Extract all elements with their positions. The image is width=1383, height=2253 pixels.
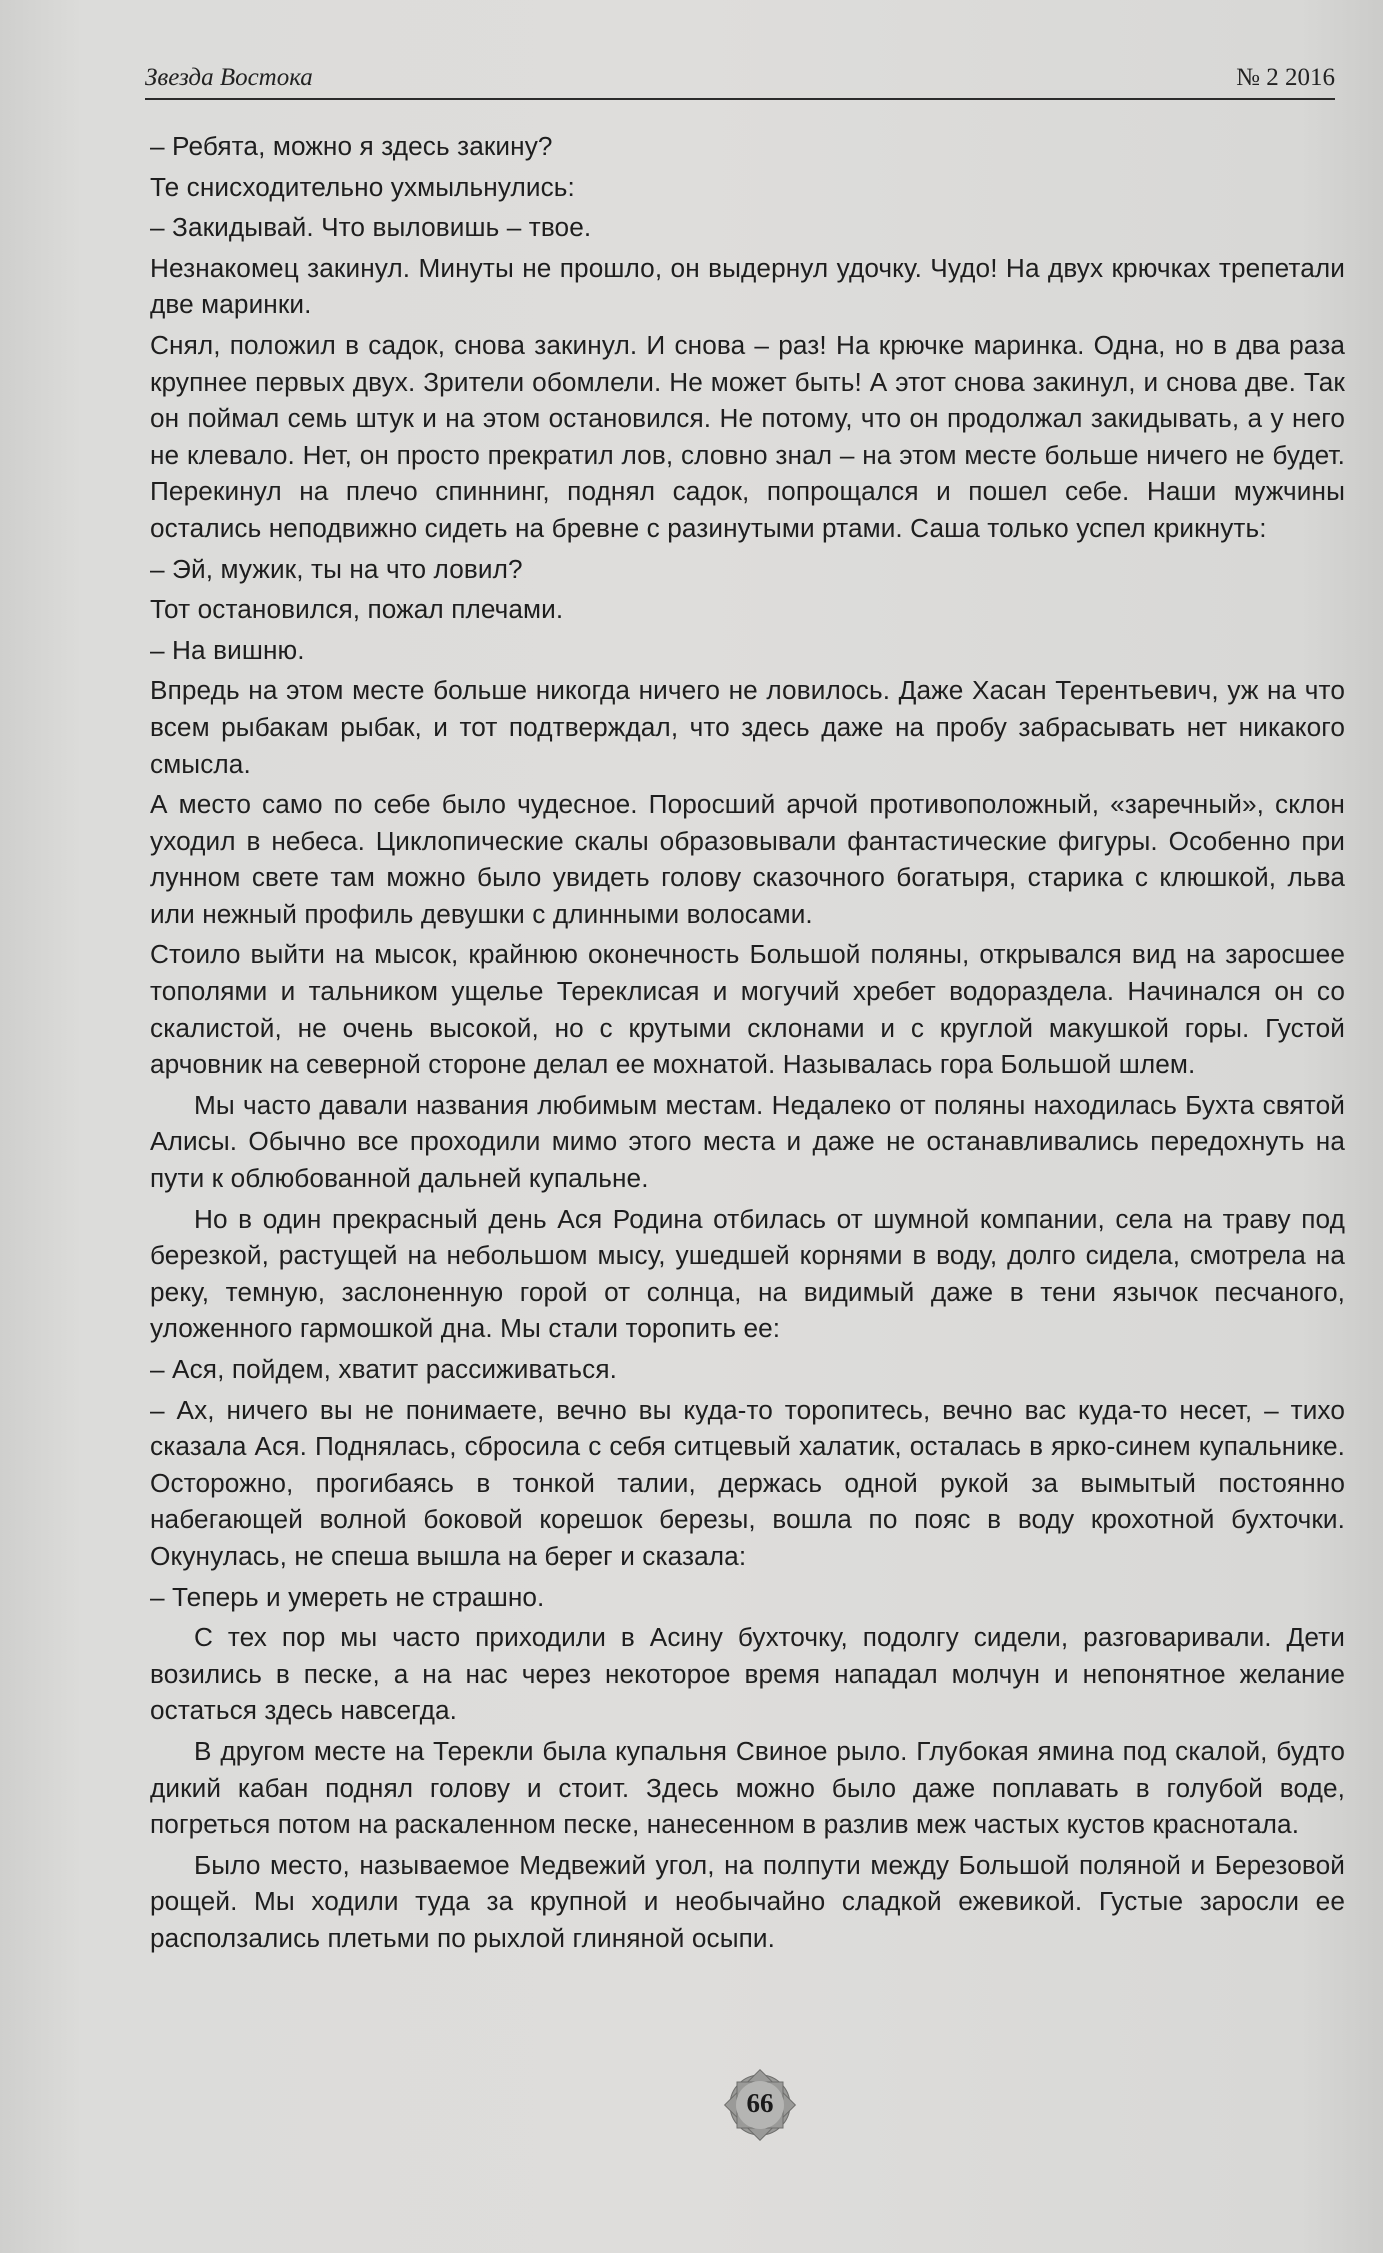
- issue-number: № 2 2016: [1236, 64, 1335, 91]
- paragraph: Но в один прекрасный день Ася Родина отбилась от шумной компании, села на траву под березкой, растущей на небольшом мысу, ушедшей корнями в воду, долго сидела, смотрела на реку, темную, заслоненную горой от солнца, на видимый даже в тени язычок песчаного, уложенного гармошкой дна. Мы стали торопить ее:: [150, 1203, 1345, 1344]
- body-text: [150, 128, 1345, 1961]
- paragraph: С тех пор мы часто приходили в Асину бухточку, подолгу сидели, разговаривали. Дети возились в песке, а на нас через некоторое время нападал молчун и непонятное желание остаться здесь навсегда.: [150, 1622, 1345, 1726]
- paragraph: А место само по себе было чудесное. Поросший арчой противоположный, «заречный», склон уходил в небеса. Циклопические скалы образовывали фантастические фигуры. Особенно при лунном свете там можно было увидеть голову сказочного богатыря, старика с клюшкой, льва или нежный профиль девушки с длинными волосами.: [150, 789, 1345, 929]
- paragraph: – Ребята, можно я здесь закину?: [150, 131, 553, 161]
- page-number-badge: [715, 2060, 805, 2150]
- paragraph: Стоило выйти на мысок, крайнюю оконечность Большой поляны, открывался вид на заросшее тополями и тальником ущелье Тереклисая и могучий хребет водораздела. Начинался он со скалистой, не очень высокой, но с крутыми склонами и с круглой макушкой горы. Густой арчовник на северной стороне делал ее мохнатой. Называлась гора Большой шлем.: [150, 939, 1345, 1080]
- paragraph: Тот остановился, пожал плечами.: [150, 594, 564, 625]
- paragraph: Было место, называемое Медвежий угол, на полпути между Большой поляной и Березовой рощей. Мы ходили туда за крупной и необычайно сладкой ежевикой. Густые заросли ее расползались плетьми по рыхлой глиняной осыпи.: [150, 1849, 1345, 1953]
- paragraph: – Эй, мужик, ты на что ловил?: [150, 553, 523, 584]
- paragraph: – Теперь и умереть не страшно.: [150, 1581, 545, 1612]
- paragraph: – Ах, ничего вы не понимаете, вечно вы куда-то торопитесь, вечно вас куда-то несет, – тихо сказала Ася. Поднялась, сбросила с себя ситцевый халатик, осталась в ярко-синем купальнике. Осторожно, прогибаясь в тонкой талии, держась одной рукой за вымытый постоянно набегающей волной боковой корешок березы, вошла по пояс в воду крохотной бухточки. Окунулась, не спеша вышла на берег и сказала:: [150, 1394, 1345, 1571]
- paragraph: – На вишню.: [150, 634, 305, 665]
- paragraph: Мы часто давали названия любимым местам. Недалеко от поляны находилась Бухта святой Алисы. Обычно все проходили мимо этого места и даже не останавливались передохнуть на пути к облюбованной дальней купальне.: [150, 1089, 1345, 1194]
- paragraph: – Закидывай. Что выловишь – твое.: [150, 212, 592, 243]
- paragraph: Снял, положил в садок, снова закинул. И снова – раз! На крючке маринка. Одна, но в два раза крупнее первых двух. Зрители обомлели. Не может быть! А этот снова закинул, и снова две. Так он поймал семь штук и на этом остановился. Не потому, что он продолжал закидывать, а у него не клевало. Нет, он просто прекратил лов, словно знал – на этом месте больше ничего не будет. Перекинул на плечо спиннинг, поднял садок, попрощался и пошел себе. Наши мужчины остались неподвижно сидеть на бревне с разинутыми ртами. Саша только успел крикнуть:: [150, 329, 1345, 543]
- journal-title: Звезда Востока: [145, 64, 313, 91]
- paragraph: Те снисходительно ухмыльнулись:: [150, 171, 575, 202]
- paragraph: – Ася, пойдем, хватит рассиживаться.: [150, 1354, 617, 1384]
- page-number: 66: [746, 2088, 774, 2118]
- paragraph: Впредь на этом месте больше никогда ничего не ловилось. Даже Хасан Терентьевич, уж на что всем рыбакам рыбак, и тот подтверждал, что здесь даже на пробу забрасывать нет никакого смысла.: [150, 675, 1345, 779]
- paragraph: Незнакомец закинул. Минуты не прошло, он выдернул удочку. Чудо! На двух крючках трепетали две маринки.: [150, 252, 1345, 320]
- paragraph: В другом месте на Терекли была купальня Свиное рыло. Глубокая ямина под скалой, будто дикий кабан поднял голову и стоит. Здесь можно было даже поплавать в голубой воде, погреться потом на раскаленном песке, нанесенном в разлив меж частых кустов краснотала.: [150, 1735, 1345, 1840]
- running-header: [145, 58, 1335, 100]
